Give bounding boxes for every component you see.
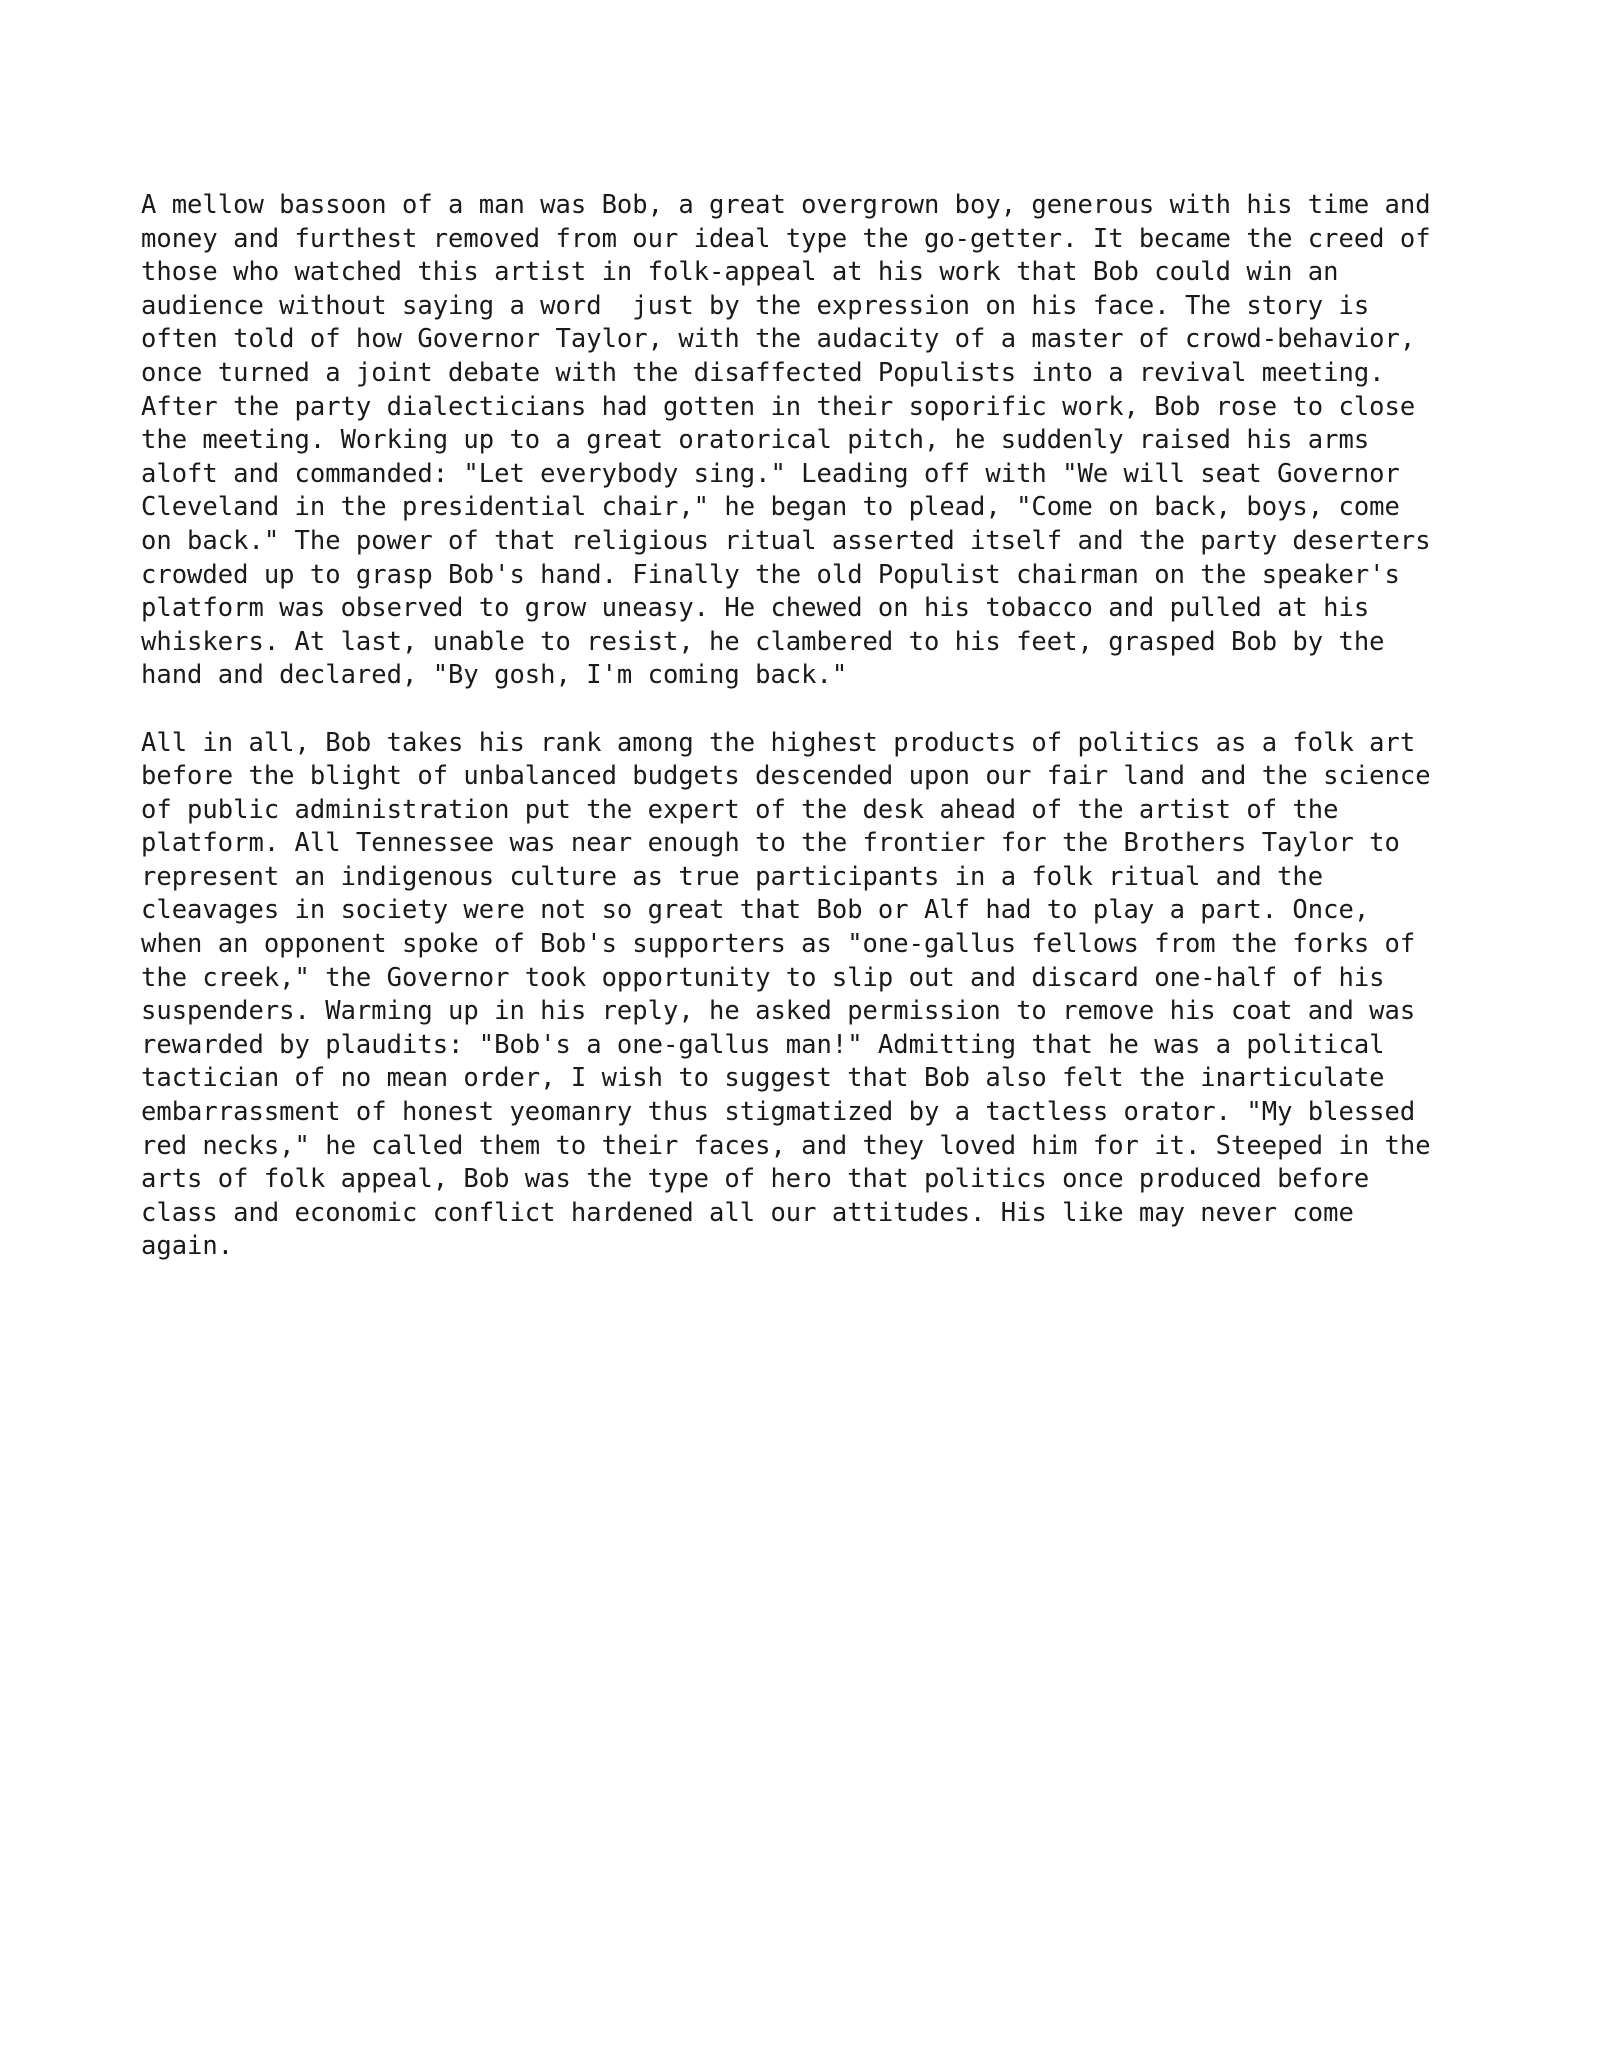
text-line: of public administration put the expert of the desk ahead of the artist of the xyxy=(141,794,1339,825)
text-line: on back." The power of that religious ritual asserted itself and the party deserters xyxy=(141,525,1431,556)
text-line: After the party dialecticians had gotten in their soporific work, Bob rose to close xyxy=(141,391,1416,422)
text-line: once turned a joint debate with the disaffected Populists into a revival meeting. xyxy=(141,357,1385,388)
text-line: represent an indigenous culture as true participants in a folk ritual and the xyxy=(141,861,1324,892)
text-line: audience without saying a word just by the expression on his face. The story is xyxy=(141,290,1370,321)
text-line: before the blight of unbalanced budgets descended upon our fair land and the science xyxy=(141,761,1431,792)
paragraph-1 xyxy=(141,189,1521,693)
text-line: money and furthest removed from our ideal type the go-getter. It became the creed of xyxy=(141,223,1431,254)
text-line: whiskers. At last, unable to resist, he clambered to his feet, grasped Bob by the xyxy=(141,626,1385,657)
text-line: red necks," he called them to their faces, and they loved him for it. Steeped in the xyxy=(141,1130,1431,1161)
text-line: class and economic conflict hardened all our attitudes. His like may never come xyxy=(141,1197,1354,1228)
text-line: cleavages in society were not so great that Bob or Alf had to play a part. Once, xyxy=(141,895,1370,926)
text-line: tactician of no mean order, I wish to suggest that Bob also felt the inarticulate xyxy=(141,1063,1385,1094)
text-line: suspenders. Warming up in his reply, he asked permission to remove his coat and was xyxy=(141,996,1416,1027)
text-line: when an opponent spoke of Bob's supporters as "one-gallus fellows from the forks of xyxy=(141,929,1416,960)
text-line: platform was observed to grow uneasy. He chewed on his tobacco and pulled at his xyxy=(141,593,1370,624)
text-line: again. xyxy=(141,1231,234,1262)
text-line: the creek," the Governor took opportunity to slip out and discard one-half of his xyxy=(141,962,1385,993)
text-line: hand and declared, "By gosh, I'm coming back." xyxy=(141,660,848,691)
paragraph-2 xyxy=(141,727,1521,1265)
text-line: often told of how Governor Taylor, with the audacity of a master of crowd-behavior, xyxy=(141,324,1416,355)
text-line: All in all, Bob takes his rank among the highest products of politics as a folk art xyxy=(141,727,1416,758)
text-line: aloft and commanded: "Let everybody sing." Leading off with "We will seat Governor xyxy=(141,458,1400,489)
paragraph-spacer xyxy=(141,693,1521,727)
document-body xyxy=(141,189,1521,1264)
text-line: rewarded by plaudits: "Bob's a one-gallus man!" Admitting that he was a political xyxy=(141,1029,1385,1060)
text-line: A mellow bassoon of a man was Bob, a great overgrown boy, generous with his time and xyxy=(141,190,1431,220)
text-line: Cleveland in the presidential chair," he began to plead, "Come on back, boys, come xyxy=(141,492,1400,523)
text-line: crowded up to grasp Bob's hand. Finally the old Populist chairman on the speaker's xyxy=(141,559,1400,590)
text-line: arts of folk appeal, Bob was the type of hero that politics once produced before xyxy=(141,1164,1370,1195)
text-line: platform. All Tennessee was near enough to the frontier for the Brothers Taylor to xyxy=(141,828,1400,859)
text-line: those who watched this artist in folk-appeal at his work that Bob could win an xyxy=(141,257,1339,288)
text-line: the meeting. Working up to a great oratorical pitch, he suddenly raised his arms xyxy=(141,425,1370,456)
text-line: embarrassment of honest yeomanry thus stigmatized by a tactless orator. "My blessed xyxy=(141,1097,1416,1128)
